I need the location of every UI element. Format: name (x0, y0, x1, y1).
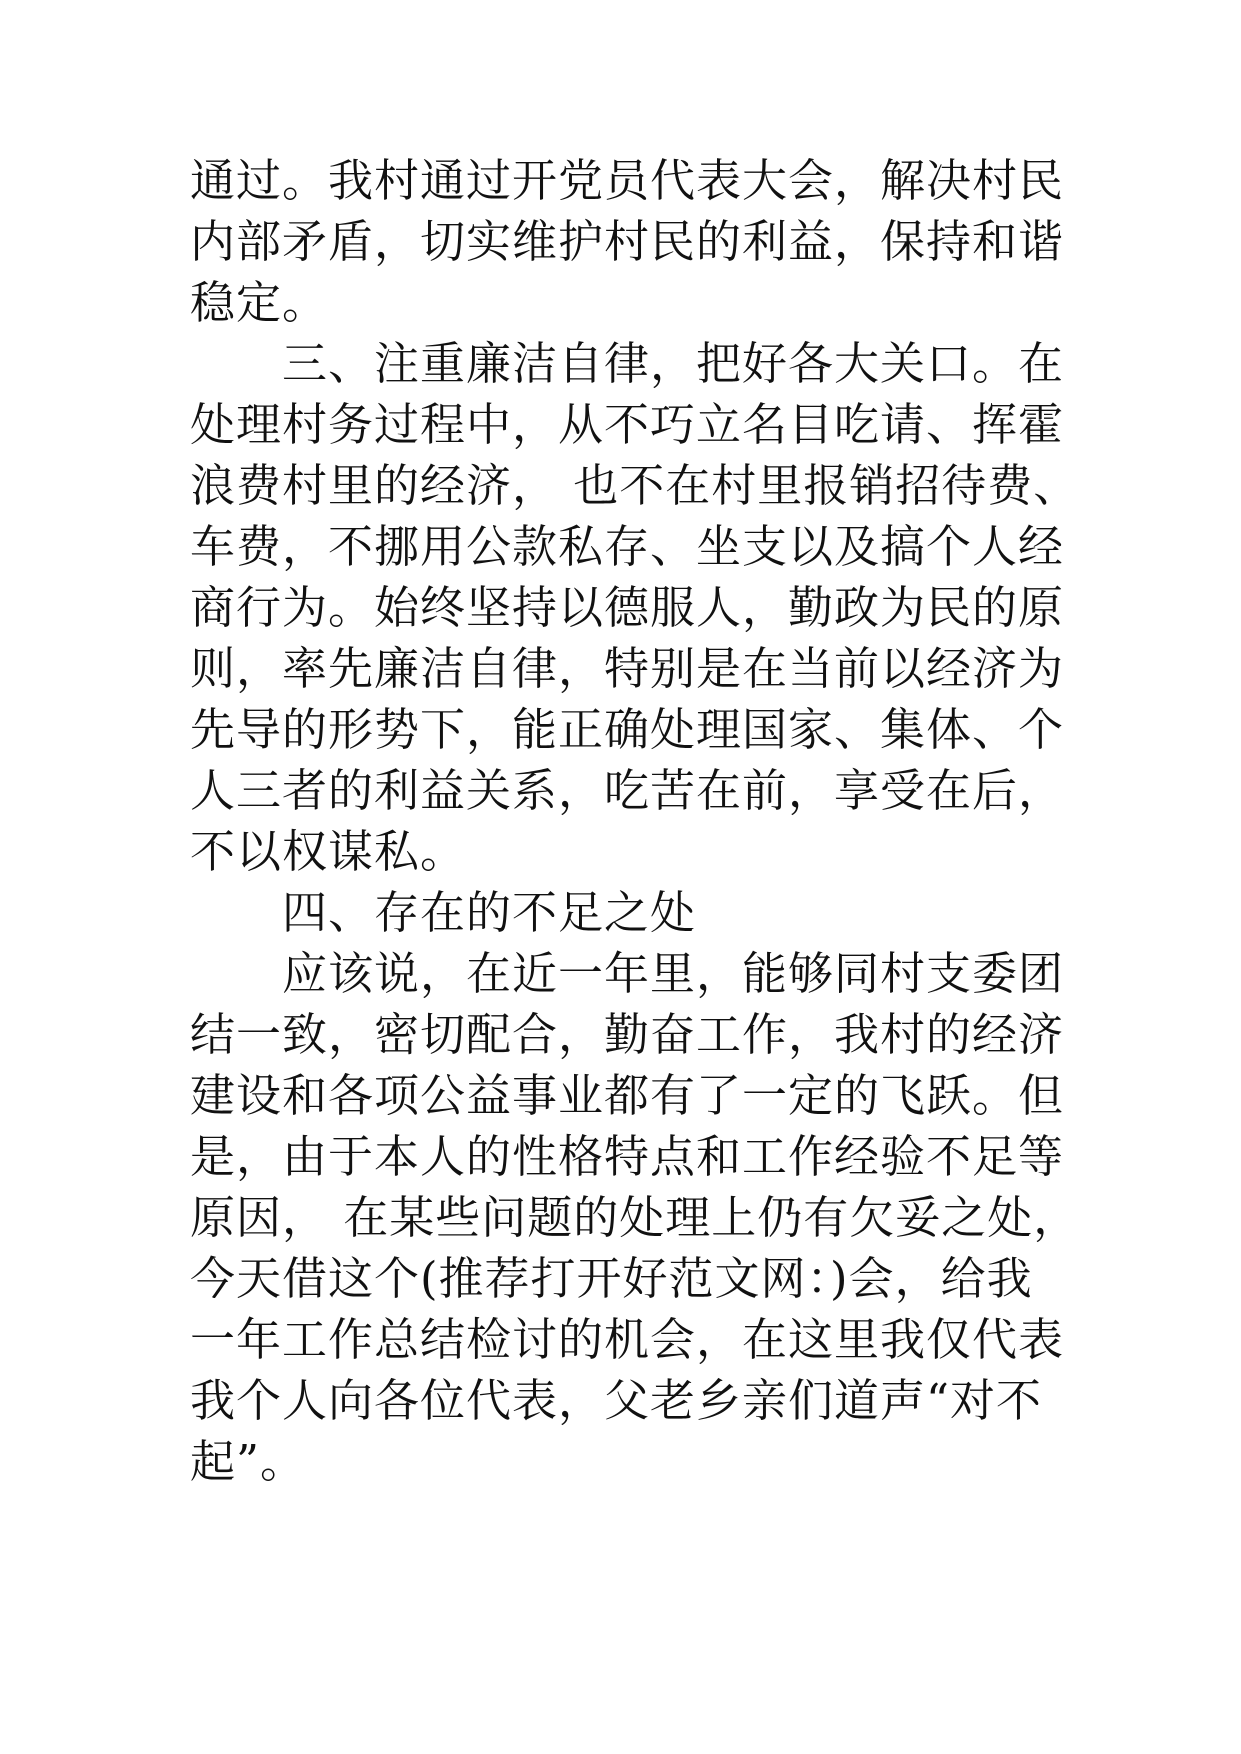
text-line: 一年工作总结检讨的机会，在这里我仅代表 (190, 1313, 1065, 1366)
text-line: 建设和各项公益事业都有了一定的飞跃。但 (190, 1069, 1065, 1122)
text-line: 三、注重廉洁自律，把好各大关口。在 (190, 337, 1065, 390)
text-line: 人三者的利益关系，吃苦在前，享受在后， (190, 764, 1065, 817)
text-line: 车费，不挪用公款私存、坐支以及搞个人经 (190, 520, 1065, 573)
text-line: 结一致，密切配合，勤奋工作，我村的经济 (190, 1008, 1065, 1061)
text-line: 稳定。 (190, 276, 329, 329)
text-line: 通过。我村通过开党员代表大会，解决村民 (190, 154, 1065, 207)
text-line: 今天借这个(推荐打开好范文网：)会，给我 (190, 1252, 1033, 1305)
body-text (190, 150, 1090, 1492)
text-line: 浪费村里的经济， 也不在村里报销招待费、 (190, 459, 1080, 512)
text-line: 内部矛盾，切实维护村民的利益，保持和谐 (190, 215, 1065, 268)
text-line: 起”。 (190, 1435, 307, 1488)
text-line: 则，率先廉洁自律，特别是在当前以经济为 (190, 642, 1065, 695)
text-line: 商行为。始终坚持以德服人，勤政为民的原 (190, 581, 1065, 634)
text-line: 四、存在的不足之处 (190, 886, 697, 939)
text-line: 应该说，在近一年里，能够同村支委团 (190, 947, 1065, 1000)
text-line: 处理村务过程中，从不巧立名目吃请、挥霍 (190, 398, 1065, 451)
text-line: 是，由于本人的性格特点和工作经验不足等 (190, 1130, 1065, 1183)
text-line: 我个人向各位代表，父老乡亲们道声“对不 (190, 1374, 1043, 1427)
text-line: 先导的形势下，能正确处理国家、集体、个 (190, 703, 1065, 756)
text-line: 原因， 在某些问题的处理上仍有欠妥之处， (190, 1191, 1080, 1244)
text-line: 不以权谋私。 (190, 825, 467, 878)
